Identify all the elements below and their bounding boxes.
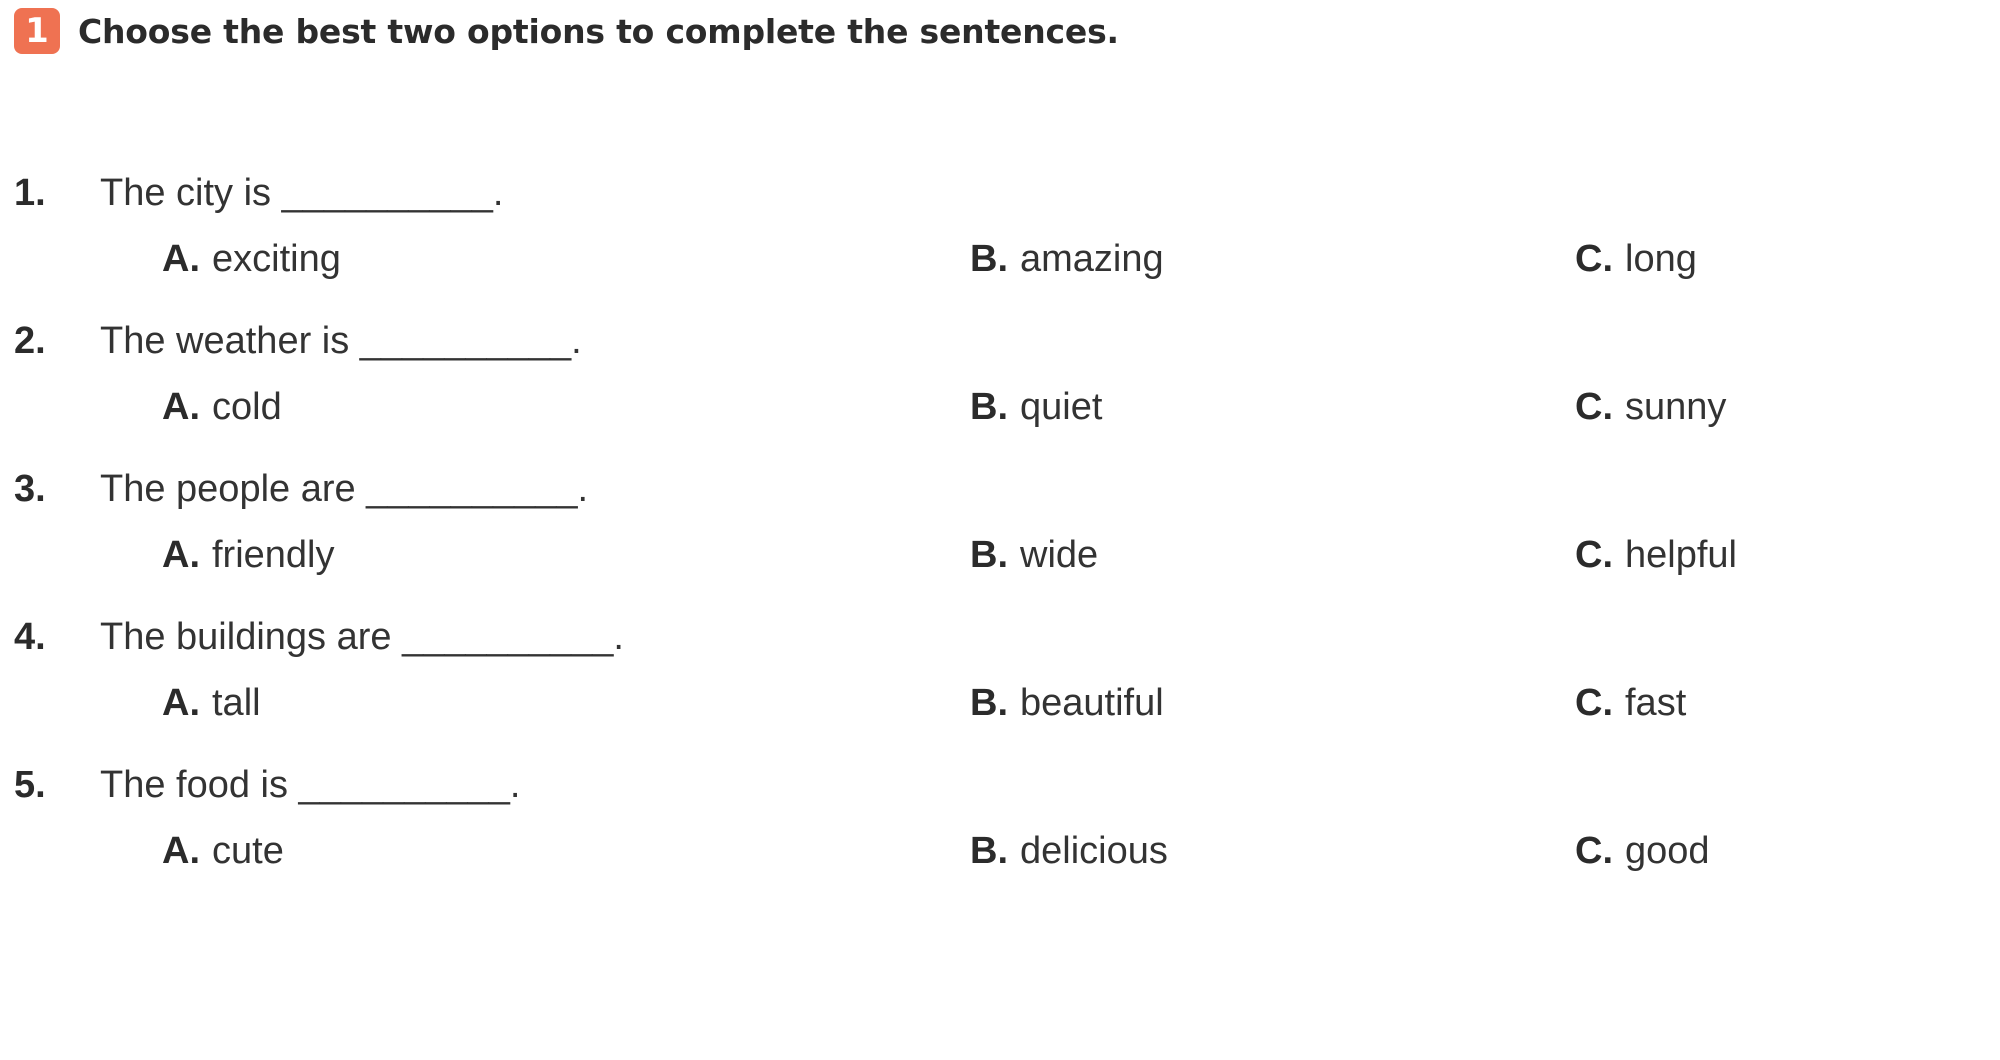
option-c[interactable] <box>1450 682 2000 725</box>
question-stem-row <box>0 320 2000 386</box>
option-a-letter: A. <box>162 830 200 872</box>
option-b-letter: B. <box>970 534 1008 576</box>
option-a-letter: A. <box>162 238 200 280</box>
question-number: 2. <box>14 320 46 362</box>
option-a-text: exciting <box>212 238 341 280</box>
question-stem: The people are __________. <box>100 468 589 510</box>
question-number: 3. <box>14 468 46 510</box>
option-b[interactable] <box>820 238 1450 281</box>
option-a-letter: A. <box>162 534 200 576</box>
option-a[interactable] <box>0 238 820 281</box>
exercise-number-badge: 1 <box>14 8 60 54</box>
question-stem: The weather is __________. <box>100 320 582 362</box>
option-c-text: fast <box>1625 682 1687 724</box>
option-b-text: wide <box>1020 534 1099 576</box>
option-c-letter: C. <box>1575 238 1613 280</box>
option-b-letter: B. <box>970 682 1008 724</box>
option-b-text: delicious <box>1020 830 1168 872</box>
option-a-letter: A. <box>162 386 200 428</box>
question-number: 1. <box>14 172 46 214</box>
option-a[interactable] <box>0 386 820 429</box>
options-row <box>0 534 2000 600</box>
option-c[interactable] <box>1450 238 2000 281</box>
option-a-text: friendly <box>212 534 335 576</box>
options-row <box>0 682 2000 748</box>
option-b-text: amazing <box>1020 238 1164 280</box>
question-item <box>0 764 2000 896</box>
option-a-letter: A. <box>162 682 200 724</box>
option-c[interactable] <box>1450 386 2000 429</box>
question-item <box>0 616 2000 748</box>
option-c-text: sunny <box>1625 386 1727 428</box>
option-a[interactable] <box>0 534 820 577</box>
option-a[interactable] <box>0 682 820 725</box>
option-c[interactable] <box>1450 830 2000 873</box>
question-stem-row <box>0 616 2000 682</box>
instruction-text: Choose the best two options to complete the sentences. <box>78 12 1119 51</box>
option-b[interactable] <box>820 534 1450 577</box>
question-stem: The buildings are __________. <box>100 616 624 658</box>
option-b[interactable] <box>820 386 1450 429</box>
option-a[interactable] <box>0 830 820 873</box>
option-c-text: good <box>1625 830 1710 872</box>
questions-list <box>0 172 2000 896</box>
option-c-text: helpful <box>1625 534 1737 576</box>
option-b-letter: B. <box>970 386 1008 428</box>
option-a-text: cold <box>212 386 282 428</box>
option-c-letter: C. <box>1575 830 1613 872</box>
question-item <box>0 172 2000 304</box>
option-c-letter: C. <box>1575 386 1613 428</box>
question-stem: The city is __________. <box>100 172 504 214</box>
option-c-text: long <box>1625 238 1697 280</box>
question-stem: The food is __________. <box>100 764 521 806</box>
option-b-letter: B. <box>970 830 1008 872</box>
option-b[interactable] <box>820 830 1450 873</box>
options-row <box>0 238 2000 304</box>
options-row <box>0 830 2000 896</box>
option-a-text: cute <box>212 830 284 872</box>
question-item <box>0 320 2000 452</box>
option-c[interactable] <box>1450 534 2000 577</box>
option-c-letter: C. <box>1575 682 1613 724</box>
option-b-letter: B. <box>970 238 1008 280</box>
instruction-row <box>0 0 2000 54</box>
question-stem-row <box>0 468 2000 534</box>
question-item <box>0 468 2000 600</box>
option-b[interactable] <box>820 682 1450 725</box>
option-b-text: beautiful <box>1020 682 1164 724</box>
question-number: 5. <box>14 764 46 806</box>
option-c-letter: C. <box>1575 534 1613 576</box>
option-b-text: quiet <box>1020 386 1103 428</box>
question-number: 4. <box>14 616 46 658</box>
options-row <box>0 386 2000 452</box>
question-stem-row <box>0 764 2000 830</box>
question-stem-row <box>0 172 2000 238</box>
option-a-text: tall <box>212 682 261 724</box>
